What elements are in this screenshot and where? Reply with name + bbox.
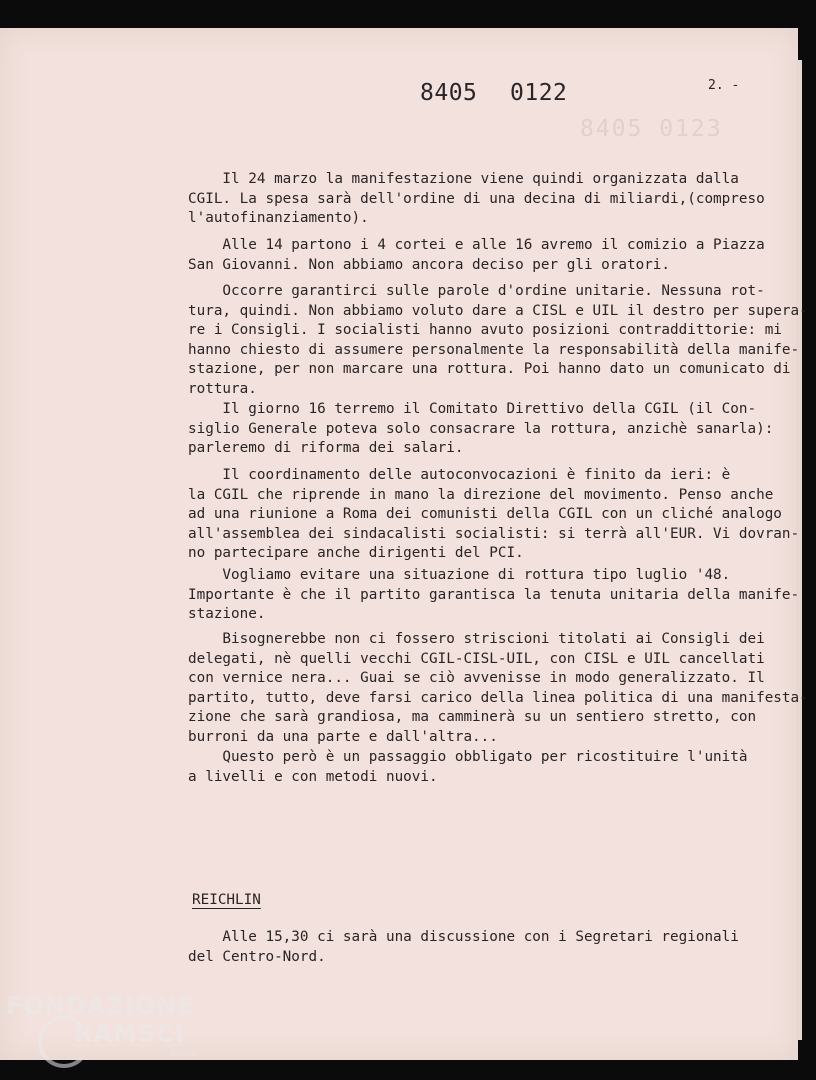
logo-line2: RAMSCI	[74, 1020, 185, 1048]
page-number: 2. -	[708, 78, 740, 93]
text-line: la CGIL che riprende in mano la direzione del movimento. Penso anche	[188, 486, 774, 503]
text-line: San Giovanni. Non abbiamo ancora deciso per gli oratori.	[188, 256, 671, 273]
text-line: del Centro-Nord.	[188, 948, 326, 965]
text-line: re i Consigli. I socialisti hanno avuto posizioni contraddittorie: mi	[188, 322, 782, 338]
text-line: siglio Generale poteva solo consacrare la rottura, anzichè sanarla):	[188, 420, 774, 437]
text-line: burroni da una parte e dall'altra...	[188, 728, 498, 745]
text-line: hanno chiesto di assumere personalmente la responsabilità della manife-	[188, 341, 800, 358]
text-line: ad una riunione a Roma dei comunisti della CGIL con un cliché analogo	[188, 506, 782, 522]
archive-stamp-left: 8405	[420, 80, 478, 106]
logo-line3: onlus	[170, 1048, 197, 1059]
text-line: no partecipare anche dirigenti del PCI.	[188, 545, 524, 561]
text-line: zione che sarà grandiosa, ma camminerà su un sentiero stretto, con	[188, 709, 757, 725]
text-line: rottura.	[188, 380, 257, 397]
text-line: Occorre garantirci sulle parole d'ordine unitarie. Nessuna rot-	[188, 283, 765, 299]
paragraph	[188, 282, 808, 399]
text-line: CGIL. La spesa sarà dell'ordine di una decina di miliardi,(compreso	[188, 190, 765, 207]
text-line: all'assemblea dei sindacalisti socialisti: si terrà all'EUR. Vi dovran-	[188, 525, 800, 542]
text-line: Questo però è un passaggio obbligato per ricostituire l'unità	[188, 749, 748, 765]
archive-stamp-right: 0122	[510, 80, 568, 106]
logo-line1: FONDAZIONE	[6, 992, 195, 1020]
paragraph	[188, 236, 765, 275]
text-line: Importante è che il partito garantisca la tenuta unitaria della manife-	[188, 586, 800, 603]
ghost-stamp: 8405 0123	[580, 116, 723, 142]
text-line: l'autofinanziamento).	[188, 210, 369, 226]
text-line: Alle 15,30 ci sarà una discussione con i Segretari regionali	[188, 929, 739, 945]
text-line: stazione.	[188, 606, 266, 622]
text-line: Bisognerebbe non ci fossero striscioni titolati ai Consigli dei	[188, 631, 765, 647]
text-line: Il coordinamento delle autoconvocazioni è finito da ieri: è	[188, 467, 731, 483]
speaker-name: REICHLIN	[192, 892, 261, 908]
text-line: Vogliamo evitare una situazione di rottura tipo luglio '48.	[188, 567, 731, 583]
paragraph	[188, 466, 799, 564]
text-line: Il 24 marzo la manifestazione viene quindi organizzata dalla	[188, 171, 739, 187]
paragraph	[188, 170, 765, 229]
text-line: delegati, nè quelli vecchi CGIL-CISL-UIL, con CISL e UIL cancellati	[188, 650, 765, 667]
paragraph	[188, 630, 808, 747]
paragraph	[188, 400, 773, 459]
text-line: parleremo di riforma dei salari.	[188, 440, 464, 456]
text-line: Il giorno 16 terremo il Comitato Direttivo della CGIL (il Con-	[188, 401, 757, 417]
paragraph	[188, 748, 747, 787]
text-line: con vernice nera... Guai se ciò avvenisse in modo generalizzato. Il	[188, 670, 765, 686]
text-line: partito, tutto, deve farsi carico della linea politica di una manifesta-	[188, 689, 808, 706]
speaker-paragraph	[188, 928, 739, 967]
text-line: tura, quindi. Non abbiamo voluto dare a CISL e UIL il destro per supera-	[188, 302, 808, 319]
fondazione-gramsci-logo	[6, 992, 197, 1059]
paragraph	[188, 566, 799, 625]
text-line: Alle 14 partono i 4 cortei e alle 16 avremo il comizio a Piazza	[188, 237, 765, 253]
text-line: stazione, per non marcare una rottura. Poi hanno dato un comunicato di	[188, 361, 791, 377]
text-line: a livelli e con metodi nuovi.	[188, 768, 438, 785]
